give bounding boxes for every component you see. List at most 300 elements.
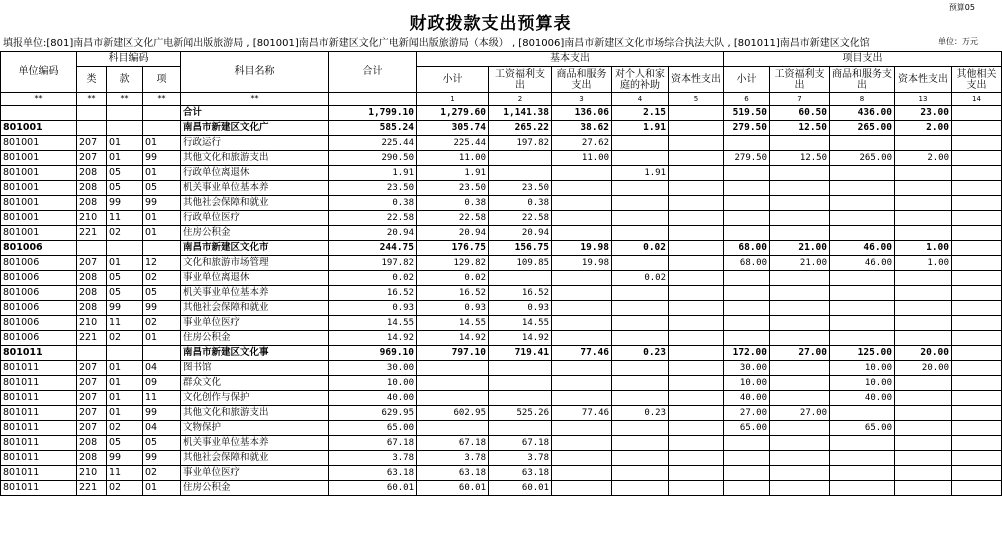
cell-basic-wages: 22.58 — [489, 211, 552, 226]
table-row — [1, 226, 1002, 241]
cell-subject-name: 住房公积金 — [181, 226, 329, 241]
cell-subject-name: 其他文化和旅游支出 — [181, 151, 329, 166]
cell-basic-wages: 14.55 — [489, 316, 552, 331]
cell-basic-goods-services — [552, 451, 612, 466]
header-basic-goods-services: 商品和服务支出 — [552, 67, 612, 93]
cell-project-subtotal — [724, 166, 770, 181]
cell-xiang: 01 — [143, 211, 181, 226]
header-project-expenditure: 项目支出 — [724, 52, 1002, 67]
header-kuan: 款 — [107, 67, 143, 93]
cell-basic-subtotal: 23.50 — [417, 181, 489, 196]
cell-dept-code: 801001 — [1, 166, 77, 181]
index-cell: 7 — [770, 93, 830, 106]
cell-basic-wages — [489, 376, 552, 391]
cell-dept-code: 801006 — [1, 331, 77, 346]
cell-subject-name: 群众文化 — [181, 376, 329, 391]
cell-basic-capital — [669, 271, 724, 286]
table-row — [1, 316, 1002, 331]
cell-xiang: 01 — [143, 481, 181, 496]
cell-basic-capital — [669, 196, 724, 211]
header-total: 合计 — [329, 52, 417, 93]
cell-dept-code: 801001 — [1, 121, 77, 136]
cell-lei: 210 — [77, 466, 107, 481]
cell-basic-goods-services: 11.00 — [552, 151, 612, 166]
header-project-other: 其他相关支出 — [952, 67, 1002, 93]
cell-basic-subtotal: 176.75 — [417, 241, 489, 256]
cell-project-other — [952, 406, 1002, 421]
cell-basic-personal-subsidy — [612, 226, 669, 241]
cell-project-subtotal: 279.50 — [724, 121, 770, 136]
header-dept-code: 单位编码 — [1, 52, 77, 93]
cell-kuan: 05 — [107, 181, 143, 196]
cell-basic-goods-services: 77.46 — [552, 406, 612, 421]
index-cell: 8 — [830, 93, 895, 106]
cell-kuan: 05 — [107, 166, 143, 181]
cell-project-other — [952, 151, 1002, 166]
cell-kuan: 11 — [107, 466, 143, 481]
cell-subject-name: 机关事业单位基本养 — [181, 286, 329, 301]
cell-project-goods-services — [830, 481, 895, 496]
cell-basic-goods-services: 19.98 — [552, 241, 612, 256]
header-basic-capital: 资本性支出 — [669, 67, 724, 93]
cell-project-wages — [770, 391, 830, 406]
index-cell: ** — [181, 93, 329, 106]
cell-basic-personal-subsidy — [612, 316, 669, 331]
index-cell: 14 — [952, 93, 1002, 106]
currency-unit: 单位：万元 — [938, 37, 978, 46]
cell-project-goods-services — [830, 226, 895, 241]
cell-project-other — [952, 136, 1002, 151]
cell-project-wages — [770, 196, 830, 211]
cell-lei: 208 — [77, 436, 107, 451]
cell-project-goods-services: 265.00 — [830, 121, 895, 136]
index-cell: ** — [77, 93, 107, 106]
cell-subject-name: 其他社会保障和就业 — [181, 196, 329, 211]
cell-basic-wages: 265.22 — [489, 121, 552, 136]
cell-project-wages: 60.50 — [770, 106, 830, 121]
cell-project-capital — [895, 166, 952, 181]
cell-project-subtotal: 68.00 — [724, 256, 770, 271]
cell-subject-name: 文化创作与保护 — [181, 391, 329, 406]
header-subject-name: 科目名称 — [181, 52, 329, 93]
cell-project-goods-services: 46.00 — [830, 241, 895, 256]
cell-project-wages: 21.00 — [770, 256, 830, 271]
cell-subject-name: 其他文化和旅游支出 — [181, 406, 329, 421]
cell-basic-capital — [669, 166, 724, 181]
reporting-units: 填报单位:[801]南昌市新建区文化广电新闻出版旅游局 , [801001]南昌市新建区文化广电新闻出版旅游局（本级） , [801006]南昌市新建区文化市场综合执法大队 , [801011]南昌市新建区文化馆 — [3, 38, 870, 49]
cell-basic-subtotal — [417, 376, 489, 391]
cell-lei: 221 — [77, 226, 107, 241]
cell-project-other — [952, 466, 1002, 481]
cell-basic-goods-services — [552, 361, 612, 376]
cell-project-other — [952, 166, 1002, 181]
table-row — [1, 196, 1002, 211]
cell-basic-goods-services: 27.62 — [552, 136, 612, 151]
cell-total: 197.82 — [329, 256, 417, 271]
cell-project-other — [952, 316, 1002, 331]
cell-lei: 208 — [77, 271, 107, 286]
cell-basic-wages: 23.50 — [489, 181, 552, 196]
cell-project-subtotal: 40.00 — [724, 391, 770, 406]
cell-lei — [77, 346, 107, 361]
cell-xiang: 11 — [143, 391, 181, 406]
cell-dept-code: 801006 — [1, 286, 77, 301]
cell-project-other — [952, 436, 1002, 451]
cell-dept-code: 801001 — [1, 226, 77, 241]
cell-project-subtotal — [724, 466, 770, 481]
cell-basic-capital — [669, 121, 724, 136]
index-cell: 3 — [552, 93, 612, 106]
cell-project-goods-services — [830, 451, 895, 466]
cell-project-wages — [770, 331, 830, 346]
cell-project-other — [952, 481, 1002, 496]
cell-project-capital: 23.00 — [895, 106, 952, 121]
table-row — [1, 241, 1002, 256]
cell-dept-code: 801011 — [1, 361, 77, 376]
cell-basic-capital — [669, 301, 724, 316]
cell-basic-wages: 0.93 — [489, 301, 552, 316]
cell-kuan: 01 — [107, 391, 143, 406]
table-row — [1, 181, 1002, 196]
cell-subject-name: 住房公积金 — [181, 331, 329, 346]
cell-project-wages — [770, 271, 830, 286]
cell-project-goods-services — [830, 466, 895, 481]
cell-project-other — [952, 181, 1002, 196]
cell-xiang: 99 — [143, 196, 181, 211]
index-cell: ** — [1, 93, 77, 106]
cell-basic-goods-services: 136.06 — [552, 106, 612, 121]
cell-project-other — [952, 361, 1002, 376]
cell-basic-personal-subsidy — [612, 196, 669, 211]
cell-basic-personal-subsidy — [612, 301, 669, 316]
cell-kuan: 05 — [107, 271, 143, 286]
cell-project-capital — [895, 301, 952, 316]
cell-subject-name: 南昌市新建区文化广 — [181, 121, 329, 136]
table-row — [1, 406, 1002, 421]
cell-basic-subtotal: 22.58 — [417, 211, 489, 226]
cell-total: 40.00 — [329, 391, 417, 406]
cell-kuan: 02 — [107, 226, 143, 241]
cell-total: 585.24 — [329, 121, 417, 136]
cell-lei: 207 — [77, 376, 107, 391]
cell-basic-personal-subsidy — [612, 361, 669, 376]
index-cell: 5 — [669, 93, 724, 106]
cell-total: 16.52 — [329, 286, 417, 301]
cell-basic-capital — [669, 376, 724, 391]
cell-total: 244.75 — [329, 241, 417, 256]
cell-xiang: 01 — [143, 226, 181, 241]
cell-project-capital — [895, 436, 952, 451]
cell-basic-personal-subsidy — [612, 391, 669, 406]
cell-project-wages — [770, 376, 830, 391]
header-project-goods-services: 商品和服务支出 — [830, 67, 895, 93]
cell-project-subtotal — [724, 286, 770, 301]
table-body — [1, 93, 1002, 496]
cell-project-capital — [895, 391, 952, 406]
cell-xiang: 01 — [143, 136, 181, 151]
cell-basic-capital — [669, 151, 724, 166]
cell-basic-wages: 60.01 — [489, 481, 552, 496]
cell-kuan: 01 — [107, 136, 143, 151]
cell-total: 225.44 — [329, 136, 417, 151]
cell-project-other — [952, 121, 1002, 136]
cell-project-capital — [895, 481, 952, 496]
cell-project-goods-services: 40.00 — [830, 391, 895, 406]
table-row — [1, 271, 1002, 286]
cell-project-goods-services — [830, 196, 895, 211]
cell-project-wages — [770, 136, 830, 151]
cell-project-wages — [770, 301, 830, 316]
cell-total: 23.50 — [329, 181, 417, 196]
cell-lei: 208 — [77, 451, 107, 466]
cell-project-subtotal — [724, 211, 770, 226]
cell-project-capital — [895, 466, 952, 481]
cell-basic-personal-subsidy — [612, 181, 669, 196]
cell-total: 969.10 — [329, 346, 417, 361]
cell-basic-goods-services — [552, 481, 612, 496]
cell-basic-subtotal: 602.95 — [417, 406, 489, 421]
cell-project-other — [952, 421, 1002, 436]
cell-total: 60.01 — [329, 481, 417, 496]
cell-basic-goods-services — [552, 181, 612, 196]
cell-project-wages — [770, 166, 830, 181]
cell-basic-subtotal: 14.92 — [417, 331, 489, 346]
cell-project-subtotal: 27.00 — [724, 406, 770, 421]
table-row — [1, 256, 1002, 271]
index-cell: ** — [143, 93, 181, 106]
cell-xiang: 99 — [143, 406, 181, 421]
cell-lei: 210 — [77, 316, 107, 331]
cell-lei: 207 — [77, 136, 107, 151]
cell-project-wages — [770, 466, 830, 481]
cell-basic-goods-services — [552, 391, 612, 406]
cell-basic-subtotal: 20.94 — [417, 226, 489, 241]
cell-kuan: 01 — [107, 376, 143, 391]
table-row — [1, 121, 1002, 136]
table-row — [1, 481, 1002, 496]
cell-basic-subtotal: 0.02 — [417, 271, 489, 286]
table-row — [1, 421, 1002, 436]
index-cell — [329, 93, 417, 106]
cell-project-capital: 2.00 — [895, 151, 952, 166]
cell-project-capital — [895, 376, 952, 391]
cell-subject-name: 机关事业单位基本养 — [181, 436, 329, 451]
table-row — [1, 151, 1002, 166]
cell-basic-goods-services — [552, 211, 612, 226]
cell-basic-capital — [669, 181, 724, 196]
cell-project-other — [952, 301, 1002, 316]
cell-basic-capital — [669, 361, 724, 376]
cell-project-wages: 27.00 — [770, 346, 830, 361]
cell-project-goods-services — [830, 136, 895, 151]
cell-project-wages — [770, 181, 830, 196]
cell-project-subtotal — [724, 181, 770, 196]
cell-lei: 221 — [77, 481, 107, 496]
index-cell: 4 — [612, 93, 669, 106]
header-xiang: 项 — [143, 67, 181, 93]
cell-basic-wages: 0.38 — [489, 196, 552, 211]
budget-table — [0, 51, 1002, 496]
cell-dept-code: 801006 — [1, 241, 77, 256]
cell-subject-name: 合计 — [181, 106, 329, 121]
cell-xiang — [143, 241, 181, 256]
cell-basic-wages: 63.18 — [489, 466, 552, 481]
cell-basic-capital — [669, 106, 724, 121]
cell-subject-name: 文化和旅游市场管理 — [181, 256, 329, 271]
cell-project-subtotal — [724, 136, 770, 151]
cell-subject-name: 其他社会保障和就业 — [181, 451, 329, 466]
cell-basic-capital — [669, 241, 724, 256]
cell-basic-subtotal: 0.93 — [417, 301, 489, 316]
cell-basic-goods-services — [552, 196, 612, 211]
cell-dept-code: 801006 — [1, 256, 77, 271]
cell-total: 10.00 — [329, 376, 417, 391]
table-row — [1, 211, 1002, 226]
cell-basic-goods-services — [552, 421, 612, 436]
cell-xiang: 02 — [143, 316, 181, 331]
table-row — [1, 331, 1002, 346]
cell-kuan — [107, 346, 143, 361]
cell-basic-wages: 1,141.38 — [489, 106, 552, 121]
cell-total: 65.00 — [329, 421, 417, 436]
cell-project-goods-services — [830, 436, 895, 451]
cell-xiang: 12 — [143, 256, 181, 271]
cell-basic-wages: 14.92 — [489, 331, 552, 346]
cell-basic-subtotal: 225.44 — [417, 136, 489, 151]
cell-project-subtotal — [724, 196, 770, 211]
cell-basic-subtotal: 0.38 — [417, 196, 489, 211]
cell-lei: 207 — [77, 406, 107, 421]
cell-project-goods-services — [830, 331, 895, 346]
cell-kuan — [107, 106, 143, 121]
cell-subject-name: 文物保护 — [181, 421, 329, 436]
cell-basic-capital — [669, 211, 724, 226]
table-row — [1, 466, 1002, 481]
table-row — [1, 106, 1002, 121]
cell-xiang: 99 — [143, 151, 181, 166]
cell-project-goods-services — [830, 271, 895, 286]
cell-project-goods-services — [830, 286, 895, 301]
cell-kuan: 01 — [107, 151, 143, 166]
cell-project-wages — [770, 286, 830, 301]
cell-basic-subtotal: 63.18 — [417, 466, 489, 481]
cell-total: 0.93 — [329, 301, 417, 316]
cell-project-subtotal: 10.00 — [724, 376, 770, 391]
cell-project-other — [952, 271, 1002, 286]
cell-basic-subtotal — [417, 391, 489, 406]
cell-basic-subtotal: 797.10 — [417, 346, 489, 361]
cell-basic-personal-subsidy — [612, 451, 669, 466]
cell-basic-wages — [489, 166, 552, 181]
cell-project-capital: 20.00 — [895, 346, 952, 361]
cell-dept-code: 801011 — [1, 481, 77, 496]
cell-basic-goods-services — [552, 301, 612, 316]
cell-basic-wages — [489, 271, 552, 286]
cell-project-wages — [770, 421, 830, 436]
cell-basic-wages: 67.18 — [489, 436, 552, 451]
cell-xiang: 05 — [143, 436, 181, 451]
cell-kuan: 99 — [107, 301, 143, 316]
column-index-row — [1, 93, 1002, 106]
cell-basic-wages: 20.94 — [489, 226, 552, 241]
cell-basic-capital — [669, 451, 724, 466]
cell-basic-wages — [489, 361, 552, 376]
cell-basic-subtotal: 129.82 — [417, 256, 489, 271]
cell-total: 30.00 — [329, 361, 417, 376]
cell-project-capital: 2.00 — [895, 121, 952, 136]
cell-basic-subtotal — [417, 361, 489, 376]
cell-xiang: 05 — [143, 286, 181, 301]
cell-subject-name: 事业单位离退休 — [181, 271, 329, 286]
table-header — [1, 52, 1002, 93]
cell-basic-wages: 109.85 — [489, 256, 552, 271]
table-row — [1, 436, 1002, 451]
table-row — [1, 301, 1002, 316]
cell-kuan: 01 — [107, 256, 143, 271]
cell-basic-personal-subsidy — [612, 331, 669, 346]
cell-project-subtotal — [724, 271, 770, 286]
cell-basic-capital — [669, 406, 724, 421]
cell-basic-subtotal: 3.78 — [417, 451, 489, 466]
cell-basic-goods-services: 77.46 — [552, 346, 612, 361]
cell-project-wages: 21.00 — [770, 241, 830, 256]
table-row — [1, 136, 1002, 151]
cell-project-wages: 12.50 — [770, 121, 830, 136]
cell-project-capital — [895, 286, 952, 301]
cell-project-subtotal: 279.50 — [724, 151, 770, 166]
cell-xiang — [143, 121, 181, 136]
cell-dept-code: 801006 — [1, 271, 77, 286]
cell-total: 0.02 — [329, 271, 417, 286]
cell-subject-name: 其他社会保障和就业 — [181, 301, 329, 316]
cell-basic-subtotal: 67.18 — [417, 436, 489, 451]
cell-project-other — [952, 211, 1002, 226]
cell-project-capital — [895, 316, 952, 331]
cell-total: 14.55 — [329, 316, 417, 331]
cell-basic-personal-subsidy: 0.23 — [612, 406, 669, 421]
cell-kuan: 11 — [107, 316, 143, 331]
cell-project-other — [952, 106, 1002, 121]
cell-dept-code: 801001 — [1, 211, 77, 226]
cell-project-wages — [770, 361, 830, 376]
cell-basic-capital — [669, 391, 724, 406]
cell-project-goods-services — [830, 406, 895, 421]
cell-dept-code — [1, 106, 77, 121]
cell-kuan: 99 — [107, 451, 143, 466]
cell-project-goods-services: 10.00 — [830, 361, 895, 376]
table-row — [1, 451, 1002, 466]
cell-project-capital — [895, 226, 952, 241]
cell-lei: 208 — [77, 196, 107, 211]
cell-basic-goods-services — [552, 226, 612, 241]
cell-xiang: 99 — [143, 451, 181, 466]
cell-project-capital — [895, 181, 952, 196]
cell-project-subtotal: 519.50 — [724, 106, 770, 121]
cell-kuan — [107, 241, 143, 256]
cell-xiang: 05 — [143, 181, 181, 196]
cell-project-capital — [895, 271, 952, 286]
cell-total: 14.92 — [329, 331, 417, 346]
cell-subject-name: 住房公积金 — [181, 481, 329, 496]
cell-project-subtotal — [724, 331, 770, 346]
cell-subject-name: 行政运行 — [181, 136, 329, 151]
cell-xiang: 02 — [143, 466, 181, 481]
cell-basic-subtotal: 60.01 — [417, 481, 489, 496]
cell-basic-capital — [669, 481, 724, 496]
cell-basic-wages: 525.26 — [489, 406, 552, 421]
cell-basic-wages — [489, 421, 552, 436]
cell-project-goods-services: 46.00 — [830, 256, 895, 271]
